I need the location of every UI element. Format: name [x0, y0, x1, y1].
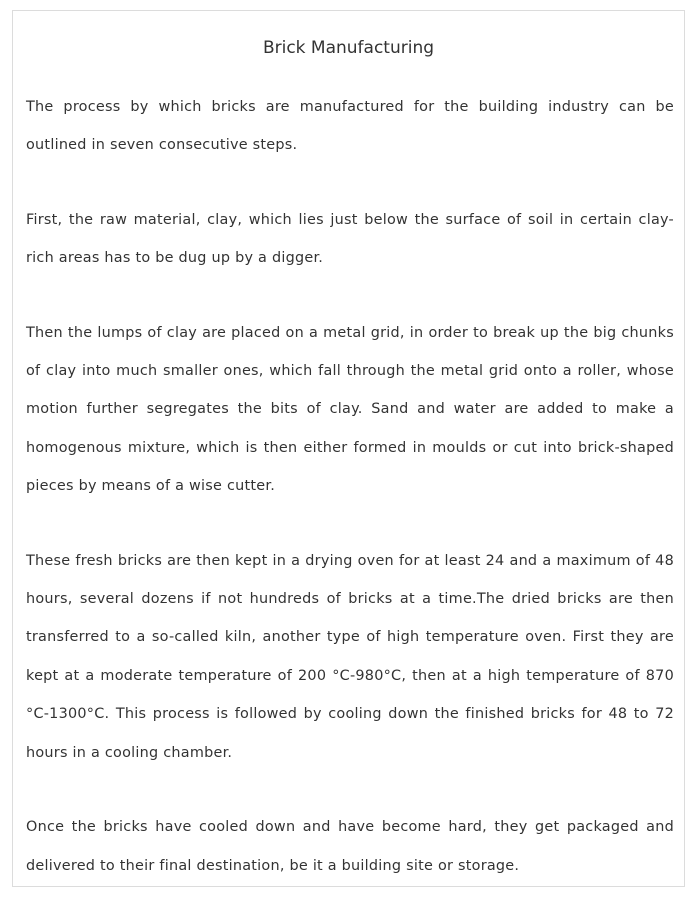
document-card: [12, 10, 685, 887]
document-body: [26, 88, 674, 921]
paragraph-step-digging: First, the raw material, clay, which lies just below the surface of soil in certain clay-rich areas has to be dug up by a digger.: [26, 211, 674, 267]
document-title: Brick Manufacturing: [262, 38, 435, 58]
paragraph-intro: The process by which bricks are manufactured for the building industry can be outlined in seven consecutive steps.: [26, 99, 674, 154]
paragraph-step-drying-firing: These fresh bricks are then kept in a drying oven for at least 24 and a maximum of 48 hours, several dozens if not hundreds of bricks at a time.The dried bricks are then transferred to a so-called kiln, another type of high temperature oven. First they are kept at a moderate temperature of 200 °C-980°C, then at a high temperature of 870 °C-1300°C. This process is followed by cooling down the finished bricks for 48 to 72 hours in a cooling chamber.: [26, 552, 674, 761]
paragraph-step-grinding-moulding: Then the lumps of clay are placed on a metal grid, in order to break up the big chunks of clay into much smaller ones, which fall through the metal grid onto a roller, whose motion further segregates the bits of clay. Sand and water are added to make a homogenous mixture, which is then either formed in moulds or cut into brick-shaped pieces by means of a wise cutter.: [26, 324, 674, 495]
paragraph-step-delivery: Once the bricks have cooled down and have become hard, they get packaged and delivered to their final destination, be it a building site or storage.: [26, 819, 674, 874]
